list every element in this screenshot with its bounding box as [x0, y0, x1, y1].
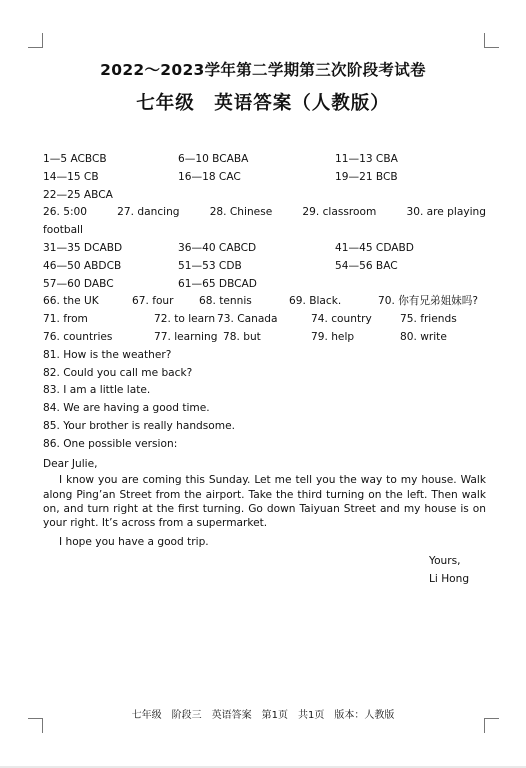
answer-row-26-30: [43, 204, 486, 222]
fill-row: [43, 293, 486, 311]
answer-item: 26. 5:00: [43, 206, 88, 219]
answer-group: 14—15 CB: [43, 170, 99, 183]
answer-item: 28. Chinese: [209, 206, 273, 219]
crop-mark-top-right: [484, 33, 499, 48]
answer-group: 61—65 DBCAD: [178, 277, 257, 290]
fill-item: 79. help: [311, 330, 355, 343]
answer-group: 46—50 ABDCB: [43, 259, 122, 272]
letter-paragraph: I know you are coming this Sunday. Let me tell you the way to my house. Walk along Ping’an Street from the airport. Take the third turning on the left. Then walk on, and turn right at the first turning. Go down Taiyuan Street and my house is on your right. It’s across from a supermarket.: [43, 474, 486, 529]
answer-row: [43, 187, 486, 205]
letter-signature: Li Hong: [429, 573, 470, 586]
sentence-answer: 85. Your brother is really handsome.: [43, 419, 235, 432]
sentence-answer: 83. I am a little late.: [43, 384, 151, 397]
sentence-answer: 84. We are having a good time.: [43, 402, 210, 415]
fill-item: 74. country: [311, 313, 372, 326]
answer-row: [43, 240, 486, 258]
answer-group: 36—40 CABCD: [178, 241, 257, 254]
exam-title: 2022～2023学年第二学期第三次阶段考试卷: [100, 61, 426, 79]
answer-continuation: football: [43, 224, 83, 237]
fill-item: 68. tennis: [199, 295, 252, 308]
sentence-answer: 81. How is the weather?: [43, 348, 172, 361]
answer-group: 22—25 ABCA: [43, 188, 113, 201]
answer-row: [43, 169, 486, 187]
answer-group: 57—60 DABC: [43, 277, 114, 290]
answer-row: [43, 276, 486, 294]
letter-greeting: Dear Julie,: [43, 457, 98, 470]
crop-mark-top-left: [28, 33, 43, 48]
fill-item: 75. friends: [400, 313, 457, 326]
answer-item: 30. are playing: [406, 206, 486, 219]
fill-row: [43, 329, 486, 347]
answer-group: 19—21 BCB: [335, 170, 398, 183]
fill-item: 73. Canada: [217, 313, 278, 326]
letter-closing-block: [43, 555, 486, 595]
fill-item: 71. from: [43, 313, 88, 326]
page-footer: 七年级 阶段三 英语答案 第1页 共1页 版本：人教版: [131, 710, 395, 721]
fill-item: 78. but: [223, 330, 261, 343]
answer-group: 11—13 CBA: [335, 153, 398, 165]
letter-closing: Yours,: [429, 555, 461, 568]
answer-row: [43, 258, 486, 276]
fill-item: 76. countries: [43, 330, 113, 343]
sample-letter: [43, 456, 486, 596]
sentence-answer: 82. Could you call me back?: [43, 366, 193, 379]
answer-group: 54—56 BAC: [335, 259, 398, 272]
answer-body: [43, 151, 486, 595]
answer-group: 6—10 BCABA: [178, 153, 249, 165]
answer-group: 16—18 CAC: [178, 170, 241, 183]
answer-group: 41—45 CDABD: [335, 241, 414, 254]
fill-item: 70. 你有兄弟姐妹吗?: [378, 295, 478, 308]
sentence-answer: 86. One possible version:: [43, 437, 178, 450]
answer-group: 51—53 CDB: [178, 259, 242, 272]
fill-row: [43, 311, 486, 329]
fill-item: 69. Black.: [289, 295, 342, 308]
answer-group: 31—35 DCABD: [43, 241, 123, 254]
fill-item: 67. four: [132, 295, 174, 308]
fill-item: 66. the UK: [43, 295, 99, 308]
letter-wish: I hope you have a good trip.: [59, 536, 209, 549]
fill-item: 77. learning: [154, 330, 218, 343]
answer-item: 27. dancing: [117, 206, 180, 219]
answer-group: 1—5 ACBCB: [43, 153, 107, 165]
answer-item: 29. classroom: [302, 206, 377, 219]
fill-item: 80. write: [400, 330, 447, 343]
answer-row: [43, 151, 486, 169]
answer-subtitle: 七年级 英语答案（人教版）: [136, 93, 390, 114]
fill-item: 72. to learn: [154, 313, 216, 326]
